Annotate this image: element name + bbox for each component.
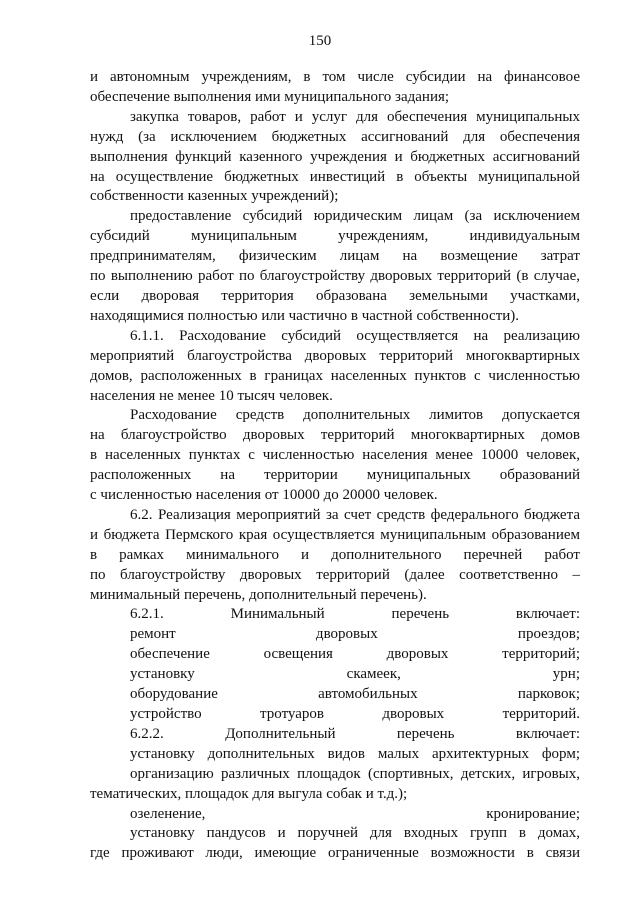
text-line: выполнения функций казенного учреждения и бюджетных ассигнований — [90, 148, 580, 165]
paragraph — [90, 685, 580, 705]
text-line: обеспечение освещения дворовых территорий; — [130, 646, 580, 663]
text-line: домов, расположенных в границах населенных пунктов с численностью — [90, 367, 580, 384]
paragraph — [90, 108, 580, 208]
text-line: 6.1.1. Расходование субсидий осуществляется на реализацию — [130, 327, 580, 344]
paragraph — [90, 665, 580, 685]
text-line: с численностью населения от 10000 до 20000 человек. — [90, 487, 438, 504]
text-line: закупка товаров, работ и услуг для обеспечения муниципальных — [130, 108, 580, 125]
document-body — [90, 68, 580, 864]
paragraph — [90, 207, 580, 326]
text-line: на осуществление бюджетных инвестиций в объекты муниципальной — [90, 168, 580, 185]
text-line: 6.2.1. Минимальный перечень включает: — [130, 606, 580, 623]
text-line: в населенных пунктах с численностью населения менее 10000 человек, — [90, 447, 580, 464]
paragraph — [90, 327, 580, 407]
text-line: установку дополнительных видов малых архитектурных форм; — [130, 745, 580, 762]
paragraph — [90, 765, 580, 805]
page-number: 150 — [308, 33, 332, 49]
text-line: ремонт дворовых проездов; — [130, 626, 580, 643]
paragraph — [90, 506, 580, 606]
text-line: собственности казенных учреждений); — [90, 188, 339, 205]
paragraph — [90, 645, 580, 665]
paragraph — [90, 745, 580, 765]
text-line: находящимися полностью или частично в частной собственности). — [90, 307, 520, 324]
text-line: и бюджета Пермского края осуществляется муниципальным образованием — [90, 526, 580, 543]
text-line: оборудование автомобильных парковок; — [130, 686, 580, 703]
text-line: если дворовая территория образована земельными участками, — [90, 287, 580, 304]
text-line: обеспечение выполнения ими муниципального задания; — [90, 88, 450, 105]
text-line: мероприятий благоустройства дворовых территорий многоквартирных — [90, 347, 580, 364]
text-line: 6.2.2. Дополнительный перечень включает: — [130, 725, 580, 742]
paragraph — [90, 805, 580, 825]
paragraph — [90, 705, 580, 725]
text-line: расположенных на территории муниципальных образований — [90, 467, 580, 484]
text-line: и автономным учреждениям, в том числе субсидии на финансовое — [90, 69, 580, 85]
text-line: тематических, площадок для выгула собак и т.д.); — [90, 785, 408, 802]
paragraph — [90, 625, 580, 645]
text-line: озеленение, кронирование; — [130, 805, 580, 822]
text-line: населения не менее 10 тысяч человек. — [90, 387, 333, 404]
text-line: минимальный перечень, дополнительный перечень). — [90, 586, 427, 603]
text-line: Расходование средств дополнительных лимитов допускается — [130, 407, 580, 424]
paragraph — [90, 406, 580, 506]
text-line: по выполнению работ по благоустройству дворовых территорий (в случае, — [90, 268, 580, 285]
text-line: устройство тротуаров дворовых территорий. — [130, 706, 580, 722]
text-line: субсидий муниципальным учреждениям, индивидуальным — [90, 228, 580, 245]
paragraph — [90, 725, 580, 745]
text-line: где проживают люди, имеющие ограниченные возможности в связи — [90, 845, 580, 862]
paragraph — [90, 824, 580, 864]
text-line: на благоустройство дворовых территорий многоквартирных домов — [90, 427, 580, 444]
text-line: по благоустройству дворовых территорий (далее соответственно – — [90, 566, 580, 583]
paragraph — [90, 605, 580, 625]
paragraph — [90, 68, 580, 108]
text-line: 6.2. Реализация мероприятий за счет средств федерального бюджета — [130, 506, 580, 523]
text-line: предоставление субсидий юридическим лицам (за исключением — [130, 208, 580, 225]
text-line: нужд (за исключением бюджетных ассигнований для обеспечения — [90, 128, 580, 145]
text-line: предпринимателям, физическим лицам на возмещение затрат — [90, 248, 580, 265]
text-line: организацию различных площадок (спортивных, детских, игровых, — [130, 765, 580, 782]
text-line: в рамках минимального и дополнительного перечней работ — [90, 546, 580, 563]
text-line: установку скамеек, урн; — [130, 666, 580, 683]
text-line: установку пандусов и поручней для входных групп в домах, — [130, 825, 580, 842]
